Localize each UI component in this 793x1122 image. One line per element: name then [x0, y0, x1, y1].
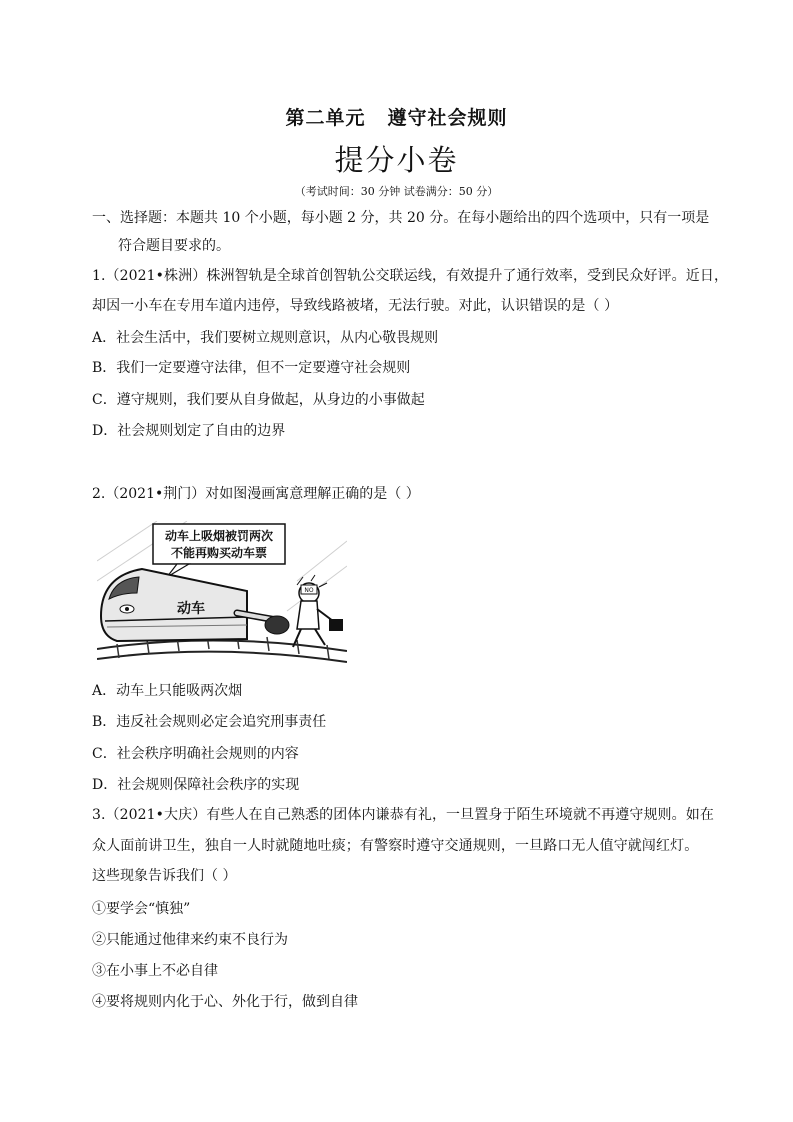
question-1-stem-line-2: 却因一小车在专用车道内违停，导致线路被堵，无法行驶。对此，认识错误的是（ ） — [92, 298, 619, 314]
cartoon-image — [97, 521, 347, 663]
badge-text: NO — [304, 587, 314, 594]
question-1-option-d: D．社会规则划定了自由的边界 — [92, 423, 286, 439]
question-1-stem-line-1: 1.（2021•株洲）株洲智轨是全球首创智轨公交联运线，有效提升了通行效率，受到民众好评。近日， — [92, 268, 729, 284]
question-2-option-a: A．动车上只能吸两次烟 — [92, 683, 243, 699]
question-3-option-1: ①要学会“慎独” — [92, 901, 191, 917]
question-3-stem-line-3: 这些现象告诉我们（ ） — [92, 868, 237, 884]
question-2-option-d: D．社会规则保障社会秩序的实现 — [92, 777, 300, 793]
question-2-stem: 2.（2021•荆门）对如图漫画寓意理解正确的是（ ） — [92, 486, 420, 502]
bubble-text-line-1: 动车上吸烟被罚两次 — [164, 529, 274, 543]
question-1-option-a: A．社会生活中，我们要树立规则意识，从内心敬畏规则 — [92, 330, 439, 346]
question-3-stem-line-2: 众人面前讲卫生，独自一人时就随地吐痰；有警察时遵守交通规则，一旦路口无人值守就闯红灯。 — [92, 838, 699, 854]
unit-title — [0, 103, 793, 130]
question-1-option-b: B．我们一定要遵守法律，但不一定要遵守社会规则 — [92, 360, 411, 376]
question-2-option-c: C．社会秩序明确社会规则的内容 — [92, 746, 299, 762]
question-3-option-4: ④要将规则内化于心、外化于行，做到自律 — [92, 994, 358, 1010]
paper-subtitle: 提分小卷 — [334, 143, 459, 177]
train-label: 动车 — [177, 601, 205, 617]
question-1-option-c: C．遵守规则，我们要从自身做起，从身边的小事做起 — [92, 392, 425, 408]
unit-number: 第二单元 — [285, 107, 366, 129]
exam-info: （考试时间：30 分钟 试卷满分：50 分） — [294, 185, 499, 198]
question-3-stem-line-1: 3.（2021•大庆）有些人在自己熟悉的团体内谦恭有礼，一旦置身于陌生环境就不再遵守规则。如在 — [92, 807, 714, 823]
question-2-option-b: B．违反社会规则必定会追究刑事责任 — [92, 714, 327, 730]
question-3-option-3: ③在小事上不必自律 — [92, 963, 218, 979]
section-instruction-line-1: 一、选择题：本题共 10 个小题，每小题 2 分，共 20 分。在每小题给出的四个选项中，只有一项是 — [92, 210, 710, 226]
unit-name: 遵守社会规则 — [387, 107, 508, 129]
bubble-text-line-2: 不能再购买动车票 — [170, 546, 268, 560]
section-instruction-line-2: 符合题目要求的。 — [118, 238, 230, 254]
question-3-option-2: ②只能通过他律来约束不良行为 — [92, 932, 288, 948]
